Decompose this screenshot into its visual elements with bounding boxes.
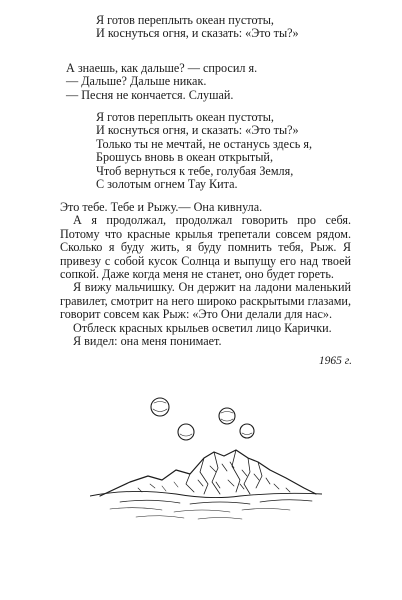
verse-line: Брошусь вновь в океан открытый, <box>96 150 274 165</box>
verse-line: И коснуться огня, и сказать: «Это ты?» <box>96 26 299 41</box>
verse-line: Чтоб вернуться к тебе, голубая Земля, <box>96 163 294 178</box>
dialogue-line: А знаешь, как дальше? — спросил я. <box>66 61 258 75</box>
paragraph: Это тебе. Тебе и Рыжу.— Она кивнула. <box>60 200 263 214</box>
verse-line: Я готов переплыть океан пустоты, <box>96 110 274 124</box>
dialogue-line: — Песня не кончается. Слушай. <box>66 87 234 102</box>
verse-line: Я готов переплыть океан пустоты, <box>96 13 274 27</box>
paragraph: А я продолжал, продолжал говорить про себя. Потому что красные крылья трепетали совсем рядом. Сколько я буду жить, я буду помнить тебя, Рыж. Я привезу с собой кусок Солнца и выпущу его над твоей сопкой. Даже когда меня не станет, оно будет гореть. <box>60 213 351 282</box>
prose-block <box>60 201 351 348</box>
verse-line: С золотым огнем Тау Кита. <box>96 177 238 192</box>
dialogue-block <box>66 62 257 102</box>
planet-icon <box>178 424 194 440</box>
paragraph: Я вижу мальчишку. Он держит на ладони маленький гравилет, смотрит на него широко раскрытыми глазами, говорит совсем как Рыж: «Это Они делали для нас». <box>60 280 351 322</box>
planets-over-mountain-island-icon <box>90 384 322 530</box>
verse-line: Только ты не мечтай, не останусь здесь я, <box>96 136 313 151</box>
mountain-island-icon <box>90 450 322 519</box>
dialogue-line: — Дальше? Дальше никак. <box>66 74 207 89</box>
song-verse <box>96 111 312 191</box>
planet-icon <box>240 424 254 438</box>
verse-line: И коснуться огня, и сказать: «Это ты?» <box>96 123 299 138</box>
paragraph: Отблеск красных крыльев осветил лицо Карички. <box>73 320 332 335</box>
paragraph: Я видел: она меня понимает. <box>73 334 222 349</box>
verse-fragment-top <box>96 14 299 41</box>
date-signature: 1965 г. <box>318 355 352 367</box>
planet-icon <box>151 398 169 416</box>
planet-icon <box>219 408 235 424</box>
